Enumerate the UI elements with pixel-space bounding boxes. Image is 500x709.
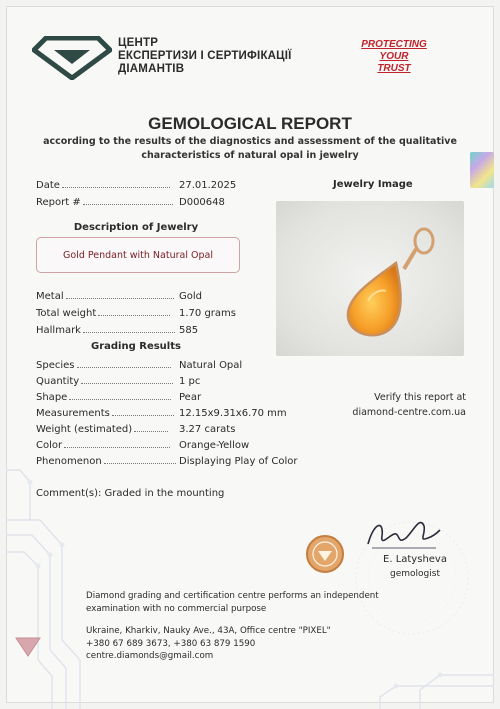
hallmark-label: Hallmark bbox=[36, 325, 81, 336]
quantity-row bbox=[36, 373, 326, 387]
footer-address: Ukraine, Kharkiv, Nauky Ave., 43A, Office centre "PIXEL" bbox=[86, 626, 331, 636]
measurements-value: 12.15x9.31x6.70 mm bbox=[179, 408, 287, 419]
dotted-leader bbox=[134, 431, 168, 432]
species-value: Natural Opal bbox=[179, 360, 243, 371]
org-line-1: ЦЕНТР bbox=[118, 37, 159, 49]
total-weight-label: Total weight bbox=[36, 308, 97, 319]
dotted-leader bbox=[81, 383, 173, 384]
slogan-line-2: YOUR bbox=[379, 51, 409, 62]
slogan-line-1: PROTECTING bbox=[361, 39, 427, 50]
shape-label: Shape bbox=[36, 392, 68, 403]
quantity-label: Quantity bbox=[36, 376, 80, 387]
gold-seal-icon bbox=[305, 534, 345, 574]
total-weight-value: 1.70 grams bbox=[179, 308, 236, 319]
verify-line-1: Verify this report at bbox=[374, 392, 466, 403]
metal-label: Metal bbox=[36, 291, 64, 302]
dotted-leader bbox=[62, 187, 170, 188]
species-row bbox=[36, 357, 326, 371]
signer-name: E. Latysheva bbox=[383, 554, 447, 565]
description-heading: Description of Jewelry bbox=[73, 222, 199, 233]
slogan bbox=[346, 39, 442, 75]
slogan-line-3: TRUST bbox=[377, 63, 411, 74]
comments: Comment(s): Graded in the mounting bbox=[36, 488, 225, 499]
gem-triangle-icon bbox=[14, 636, 42, 658]
hologram-sticker-icon bbox=[470, 152, 494, 188]
dotted-leader bbox=[64, 447, 170, 448]
color-value: Orange-Yellow bbox=[179, 440, 250, 451]
report-subtitle bbox=[25, 135, 475, 163]
subtitle-line-2: characteristics of natural opal in jewelry bbox=[141, 150, 359, 161]
report-number-value: D000648 bbox=[179, 197, 225, 208]
footer-line-1: Diamond grading and certification centre performs an independent bbox=[86, 591, 379, 601]
dotted-leader bbox=[104, 463, 176, 464]
measurements-row bbox=[36, 405, 326, 419]
phenomenon-row bbox=[36, 453, 326, 467]
dotted-leader bbox=[112, 415, 174, 416]
metal-value: Gold bbox=[179, 291, 202, 302]
hallmark-value: 585 bbox=[179, 325, 199, 336]
color-row bbox=[36, 437, 326, 451]
color-label: Color bbox=[36, 440, 63, 451]
org-line-3: ДІАМАНТІВ bbox=[118, 63, 185, 75]
estimated-weight-value: 3.27 carats bbox=[179, 424, 236, 435]
phenomenon-value: Displaying Play of Color bbox=[179, 456, 298, 467]
description-text: Gold Pendant with Natural Opal bbox=[63, 249, 213, 261]
signature-icon bbox=[362, 512, 442, 554]
footer-email: centre.diamonds@gmail.com bbox=[86, 651, 214, 661]
date-value: 27.01.2025 bbox=[179, 180, 237, 191]
species-label: Species bbox=[36, 360, 75, 371]
report-title: GEMOLOGICAL REPORT bbox=[148, 114, 352, 133]
org-line-2: ЕКСПЕРТИЗИ І СЕРТИФІКАЦІЇ bbox=[118, 50, 292, 62]
signer-block bbox=[380, 553, 450, 581]
grading-heading: Grading Results bbox=[91, 341, 181, 352]
date-row bbox=[36, 177, 326, 191]
dotted-leader bbox=[66, 298, 174, 299]
shape-value: Pear bbox=[179, 392, 202, 403]
signer-role: gemologist bbox=[390, 569, 440, 579]
hallmark-row bbox=[36, 322, 326, 336]
phenomenon-label: Phenomenon bbox=[36, 456, 102, 467]
measurements-label: Measurements bbox=[36, 408, 110, 419]
footer bbox=[86, 590, 446, 663]
company-logo-icon bbox=[32, 36, 112, 80]
footer-line-2: examination with no commercial purpose bbox=[86, 603, 267, 614]
verify-note bbox=[330, 390, 466, 420]
quantity-value: 1 pc bbox=[179, 376, 201, 387]
dotted-leader bbox=[98, 315, 170, 316]
subtitle-line-1: according to the results of the diagnostics and assessment of the qualitative bbox=[43, 136, 457, 147]
dotted-leader bbox=[83, 332, 175, 333]
estimated-weight-row bbox=[36, 421, 326, 435]
dotted-leader bbox=[83, 204, 173, 205]
footer-phones: +380 67 689 3673, +380 63 879 1590 bbox=[86, 638, 256, 649]
shape-row bbox=[36, 389, 326, 403]
description-box bbox=[36, 237, 240, 273]
date-label: Date bbox=[36, 180, 60, 191]
report-number-label: Report # bbox=[36, 197, 81, 208]
dotted-leader bbox=[77, 367, 171, 368]
estimated-weight-label: Weight (estimated) bbox=[36, 424, 133, 435]
jewelry-image-label: Jewelry Image bbox=[333, 179, 413, 190]
total-weight-row bbox=[36, 305, 326, 319]
dotted-leader bbox=[69, 399, 171, 400]
metal-row bbox=[36, 288, 326, 302]
verify-url: diamond-centre.com.ua bbox=[352, 407, 466, 418]
organization-name bbox=[118, 37, 292, 76]
